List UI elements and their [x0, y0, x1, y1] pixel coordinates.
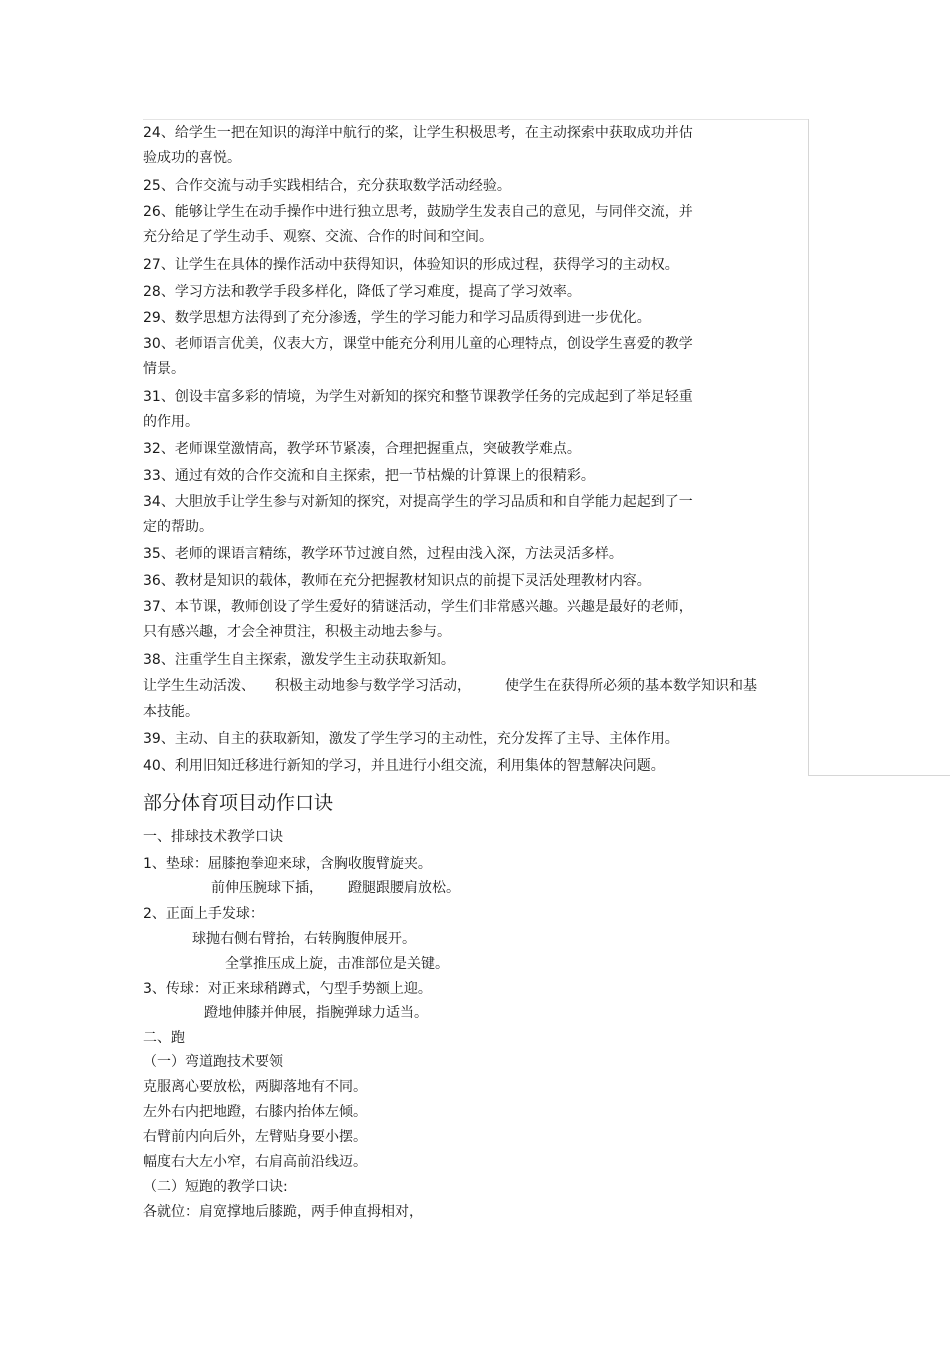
subsection-heading: 二、跑	[143, 1030, 185, 1046]
rhyme-line: 2、正面上手发球：	[143, 906, 264, 922]
rhyme-line: 幅度右大左小窄，右肩高前沿线迈。	[143, 1154, 367, 1170]
page-frame-bottom	[808, 775, 950, 776]
rhyme-line: 1、垫球：屈膝抱拳迎来球，含胸收腹臂旋夹。	[143, 856, 432, 872]
list-item: 让学生生动活泼、	[143, 678, 255, 694]
section-title: 部分体育项目动作口诀	[143, 792, 334, 814]
list-item: 24、给学生一把在知识的海洋中航行的桨，让学生积极思考，在主动探索中获取成功并估	[143, 125, 693, 141]
list-item: 情景。	[143, 361, 185, 377]
list-item: 的作用。	[143, 414, 199, 430]
rhyme-line: 各就位：肩宽撑地后膝跪，两手伸直拇相对，	[143, 1204, 423, 1220]
page-frame-right	[808, 119, 809, 775]
list-item: 40、利用旧知迁移进行新知的学习，并且进行小组交流，利用集体的智慧解决问题。	[143, 758, 665, 774]
list-item: 32、老师课堂激情高，教学环节紧凑，合理把握重点，突破教学难点。	[143, 441, 581, 457]
subsection-heading: 一、排球技术教学口诀	[143, 829, 283, 845]
list-item: 只有感兴趣，才会全神贯注，积极主动地去参与。	[143, 624, 451, 640]
list-item: 充分给足了学生动手、观察、交流、合作的时间和空间。	[143, 229, 493, 245]
list-item: 定的帮助。	[143, 519, 213, 535]
list-item: 29、数学思想方法得到了充分渗透，学生的学习能力和学习品质得到进一步优化。	[143, 310, 651, 326]
list-item: 本技能。	[143, 704, 199, 720]
rhyme-line: 全掌推压成上旋，击准部位是关键。	[225, 956, 449, 972]
list-item: 36、教材是知识的载体，教师在充分把握教材知识点的前提下灵活处理教材内容。	[143, 573, 651, 589]
subsection-heading: （二）短跑的教学口诀:	[143, 1179, 288, 1195]
rhyme-line: 左外右内把地蹬，右膝内抬体左倾。	[143, 1104, 367, 1120]
list-item: 31、创设丰富多彩的情境，为学生对新知的探究和整节课教学任务的完成起到了举足轻重	[143, 389, 693, 405]
list-item: 积极主动地参与数学学习活动，	[275, 678, 471, 694]
list-item: 39、主动、自主的获取新知，激发了学生学习的主动性，充分发挥了主导、主体作用。	[143, 731, 679, 747]
list-item: 27、让学生在具体的操作活动中获得知识，体验知识的形成过程，获得学习的主动权。	[143, 257, 679, 273]
list-item: 28、学习方法和教学手段多样化，降低了学习难度，提高了学习效率。	[143, 284, 581, 300]
rhyme-line: 蹬腿跟腰肩放松。	[348, 880, 460, 896]
list-item: 使学生在获得所必须的基本数学知识和基	[505, 678, 757, 694]
list-item: 验成功的喜悦。	[143, 150, 241, 166]
rhyme-line: 球抛右侧右臂抬，右转胸腹伸展开。	[192, 931, 416, 947]
rhyme-line: 前伸压腕球下插，	[211, 880, 323, 896]
list-item: 30、老师语言优美，仪表大方，课堂中能充分利用儿童的心理特点，创设学生喜爱的教学	[143, 336, 693, 352]
page-frame-top	[143, 119, 809, 120]
subsection-heading: （一）弯道跑技术要领	[143, 1054, 283, 1070]
list-item: 33、通过有效的合作交流和自主探索，把一节枯燥的计算课上的很精彩。	[143, 468, 595, 484]
list-item: 26、能够让学生在动手操作中进行独立思考，鼓励学生发表自己的意见，与同伴交流，并	[143, 204, 693, 220]
list-item: 35、老师的课语言精练，教学环节过渡自然，过程由浅入深，方法灵活多样。	[143, 546, 623, 562]
rhyme-line: 蹬地伸膝并伸展，指腕弹球力适当。	[204, 1005, 428, 1021]
list-item: 37、本节课，教师创设了学生爱好的猜谜活动，学生们非常感兴趣。兴趣是最好的老师，	[143, 599, 693, 615]
list-item: 38、注重学生自主探索，激发学生主动获取新知。	[143, 652, 455, 668]
list-item: 34、大胆放手让学生参与对新知的探究，对提高学生的学习品质和和自学能力起起到了一	[143, 494, 693, 510]
rhyme-line: 右臂前内向后外，左臂贴身要小摆。	[143, 1129, 367, 1145]
rhyme-line: 克服离心要放松，两脚落地有不同。	[143, 1079, 367, 1095]
rhyme-line: 3、传球：对正来球稍蹲式，勺型手势额上迎。	[143, 981, 432, 997]
list-item: 25、合作交流与动手实践相结合，充分获取数学活动经验。	[143, 178, 511, 194]
